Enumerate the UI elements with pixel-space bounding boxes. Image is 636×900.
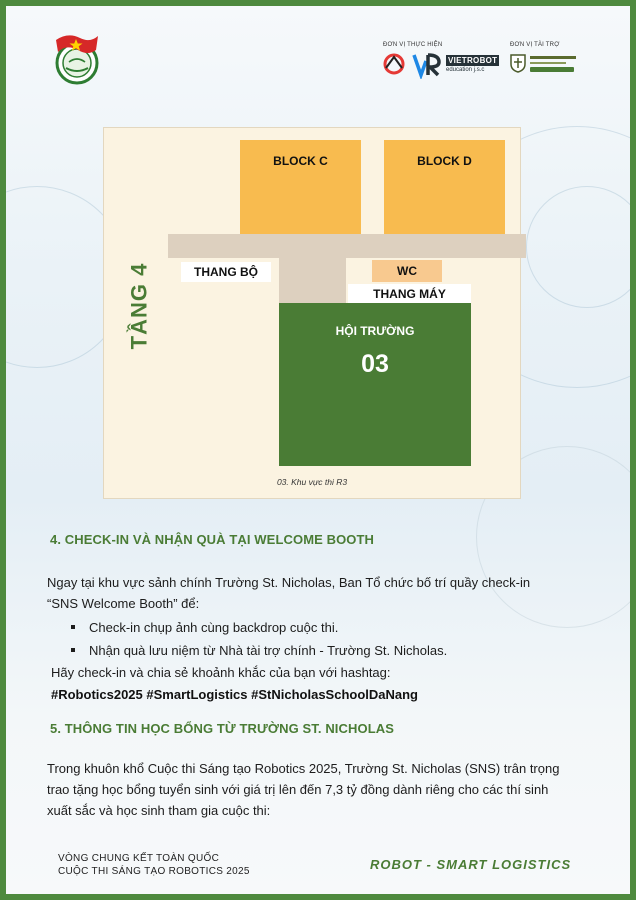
youth-union-emblem-icon: [52, 30, 102, 88]
elevator-label: THANG MÁY: [348, 284, 471, 304]
st-nicholas-school-crest-icon: [509, 53, 527, 73]
section-4-intro-line-1: Ngay tại khu vực sảnh chính Trường St. Nicholas, Ban Tổ chức bố trí quầy check-in: [47, 575, 531, 590]
section-5-line-2: trao tặng học bổng tuyển sinh với giá trị lên đến 7,3 tỷ đồng dành riêng cho các thí sinh: [47, 782, 549, 797]
organizer-label: ĐƠN VỊ THỰC HIỆN: [383, 42, 443, 48]
wc-label: WC: [372, 260, 442, 282]
list-item: Nhận quà lưu niệm từ Nhà tài trợ chính - Trường St. Nicholas.: [67, 639, 447, 662]
vietrobot-name: VIETROBOT: [448, 56, 498, 65]
section-4-heading: 4. CHECK-IN VÀ NHẬN QUÀ TẠI WELCOME BOOTH: [50, 532, 375, 547]
section-4-bullet-list: [67, 616, 447, 662]
hall-number: 03: [361, 350, 389, 378]
block-c-label: BLOCK C: [273, 154, 328, 168]
footer-event-title: [58, 852, 250, 878]
block-c: [240, 140, 361, 234]
footer-line-2: CUỘC THI SÁNG TẠO ROBOTICS 2025: [58, 866, 250, 877]
list-item: Check-in chụp ảnh cùng backdrop cuộc thi.: [67, 616, 447, 639]
section-5-paragraph: [47, 758, 617, 821]
block-d: [384, 140, 505, 234]
section-4-intro-line-2: “SNS Welcome Booth” để:: [47, 596, 200, 611]
sponsor-label: ĐƠN VỊ TÀI TRỢ: [510, 42, 560, 48]
vietrobot-subtitle: education j.s.c: [446, 67, 485, 73]
competition-hall-03: [279, 303, 471, 466]
vietrobot-logo-icon: [412, 51, 442, 79]
share-line: Hãy check-in và chia sẻ khoảnh khắc của bạn với hashtag:: [51, 665, 391, 680]
hall-title: HỘI TRƯỜNG: [335, 324, 415, 338]
st-nicholas-school-wordmark-graphic: [530, 56, 576, 72]
vietrobot-wordmark: [446, 55, 499, 73]
corridor-vertical: [279, 258, 346, 304]
organizer-logo-icon: [380, 53, 408, 75]
section-5-heading: 5. THÔNG TIN HỌC BỔNG TỪ TRƯỜNG ST. NICHOLAS: [50, 721, 395, 736]
map-caption: 03. Khu vực thi R3: [276, 477, 348, 487]
hashtags: #Robotics2025 #SmartLogistics #StNicholasSchoolDaNang: [51, 687, 418, 702]
section-4-intro: [47, 572, 607, 614]
floor-label: TẦNG 4: [126, 262, 152, 350]
page: [6, 6, 630, 894]
section-5-line-3: xuất sắc và học sinh tham gia cuộc thi:: [47, 803, 271, 818]
corridor-horizontal: [168, 234, 526, 258]
section-5-line-1: Trong khuôn khổ Cuộc thi Sáng tạo Robotics 2025, Trường St. Nicholas (SNS) trân trọng: [47, 761, 560, 776]
floor-map: [103, 127, 521, 499]
footer-theme: ROBOT - SMART LOGISTICS: [370, 857, 572, 872]
footer-line-1: VÒNG CHUNG KẾT TOÀN QUỐC: [58, 853, 220, 864]
block-d-label: BLOCK D: [417, 154, 472, 168]
stairs-label: THANG BỘ: [181, 262, 271, 282]
